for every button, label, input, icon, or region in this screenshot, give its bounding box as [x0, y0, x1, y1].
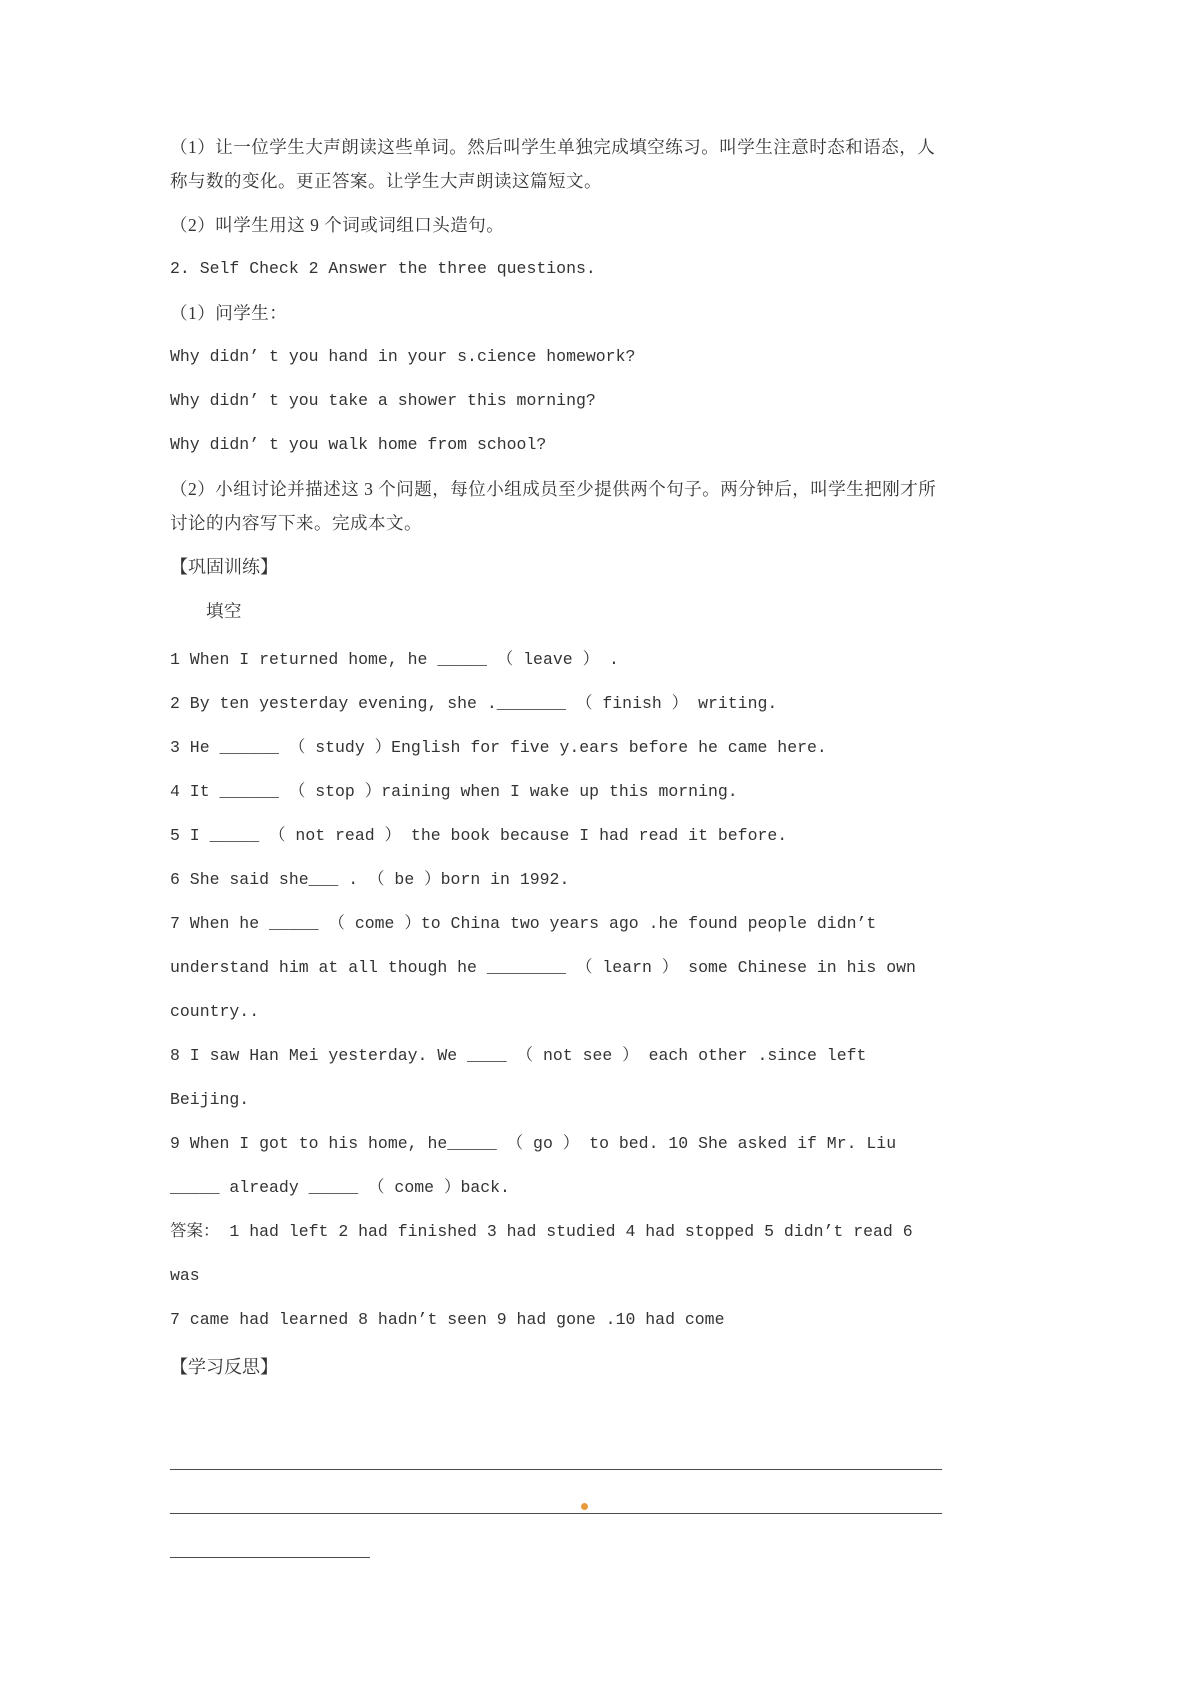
- exercise-line-2: 2 By ten yesterday evening, she ._______ （ finish ） writing.: [170, 694, 778, 713]
- writing-line-1: [170, 1426, 942, 1470]
- exercise-line-5: 5 I _____ （ not read ） the book because I had read it before.: [170, 826, 788, 845]
- section-heading-consolidation: 【巩固训练】: [170, 557, 278, 577]
- orange-dot-mark: [581, 1503, 588, 1510]
- teaching-step-make-sentences: （2）叫学生用这 9 个词或词组口头造句。: [170, 215, 505, 235]
- exercise-line-8: 8 I saw Han Mei yesterday. We ____ （ not see ） each other .since left Beijing.: [170, 1046, 867, 1109]
- question-line-1: Why didn’ t you hand in your s.cience homework?: [170, 347, 636, 366]
- self-check-heading: 2. Self Check 2 Answer the three questions.: [170, 259, 596, 278]
- exercise-line-3: 3 He ______ （ study ）English for five y.ears before he came here.: [170, 738, 827, 757]
- exercise-line-4: 4 It ______ （ stop ）raining when I wake up this morning.: [170, 782, 738, 801]
- writing-line-2: [170, 1470, 942, 1514]
- reflection-writing-area: [170, 1426, 942, 1558]
- section-heading-reflection: 【学习反思】: [170, 1357, 278, 1377]
- ask-students-label: （1）问学生：: [170, 303, 288, 323]
- question-line-3: Why didn’ t you walk home from school?: [170, 435, 547, 454]
- answers-line-1: 答案： 1 had left 2 had finished 3 had studied 4 had stopped 5 didn’t read 6 was: [170, 1222, 913, 1285]
- writing-line-3: [170, 1514, 370, 1558]
- exercise-line-1: 1 When I returned home, he _____ （ leave ） .: [170, 650, 619, 669]
- document-page: [170, 130, 942, 1558]
- answers-line-2: 7 came had learned 8 hadn’t seen 9 had gone .10 had come: [170, 1310, 725, 1329]
- spacer: [170, 1342, 942, 1350]
- teaching-step-group-discussion: （2）小组讨论并描述这 3 个问题，每位小组成员至少提供两个句子。两分钟后，叫学生把刚才所讨论的内容写下来。完成本文。: [170, 479, 937, 533]
- question-line-2: Why didn’ t you take a shower this morning?: [170, 391, 596, 410]
- exercise-line-6: 6 She said she___ . （ be ）born in 1992.: [170, 870, 570, 889]
- exercise-line-7: 7 When he _____ （ come ）to China two years ago .he found people didn’t understand him at all though he ________ （ learn ） some Chinese in his own country..: [170, 914, 916, 1021]
- teaching-step-read-aloud: （1）让一位学生大声朗读这些单词。然后叫学生单独完成填空练习。叫学生注意时态和语态，人称与数的变化。更正答案。让学生大声朗读这篇短文。: [170, 137, 936, 191]
- fill-blank-label: 填空: [206, 601, 242, 621]
- exercise-line-9-10: 9 When I got to his home, he_____ （ go ） to bed. 10 She asked if Mr. Liu _____ already _____ （ come ）back.: [170, 1134, 897, 1197]
